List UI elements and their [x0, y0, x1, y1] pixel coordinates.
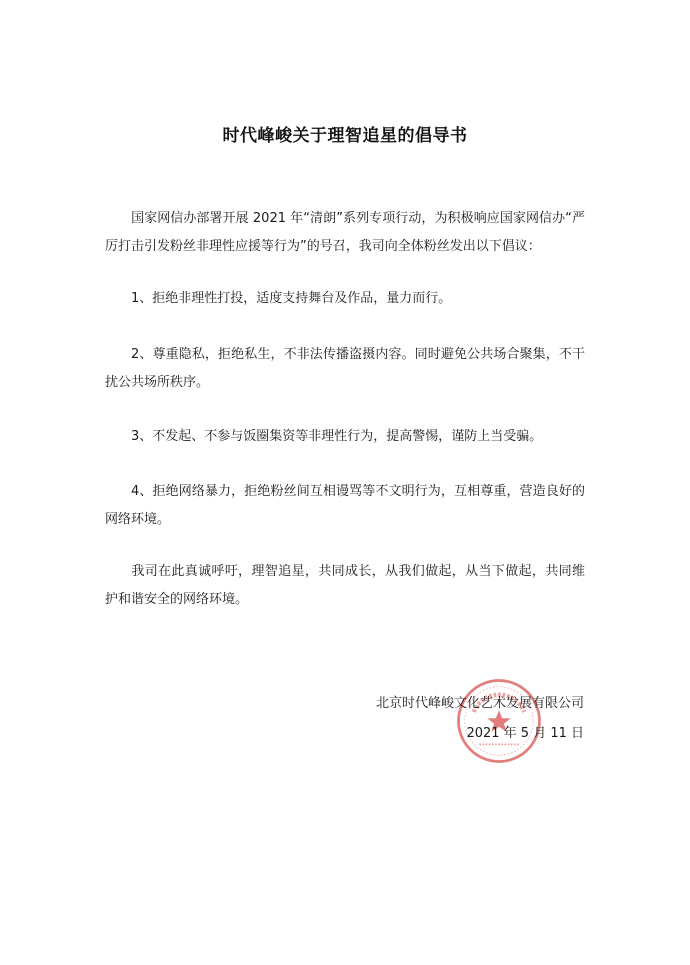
proposal-item-1-text: 1、拒绝非理性打投，适度支持舞台及作品，量力而行。 [131, 291, 452, 306]
intro-paragraph [105, 205, 585, 261]
proposal-item-4-text: 4、拒绝网络暴力，拒绝粉丝间互相谩骂等不文明行为，互相尊重，营造良好的网络环境。 [105, 484, 585, 527]
company-signature: 北京时代峰峻文化艺术发展有限公司 [375, 696, 584, 711]
proposal-item-2 [105, 341, 585, 397]
signature-date: 2021 年 5 月 11 日 [466, 726, 584, 741]
closing-text: 我司在此真诚呼吁，理智追星，共同成长，从我们做起，从当下做起，共同维护和谐安全的网络环境。 [105, 564, 585, 607]
proposal-item-2-text: 2、尊重隐私，拒绝私生，不非法传播盗摄内容。同时避免公共场合聚集，不干扰公共场所秩序。 [105, 347, 585, 390]
proposal-item-4 [105, 478, 585, 534]
proposal-item-3-text: 3、不发起、不参与饭圈集资等非理性行为，提高警惕，谨防上当受骗。 [131, 429, 543, 444]
closing-paragraph [105, 558, 585, 614]
proposal-item-3 [105, 423, 585, 451]
intro-text: 国家网信办部署开展 2021 年“清朗”系列专项行动，为积极响应国家网信办“严厉打击引发粉丝非理性应援等行为”的号召，我司向全体粉丝发出以下倡议： [105, 211, 585, 254]
proposal-item-1 [105, 285, 585, 313]
document-title: 时代峰峻关于理智追星的倡导书 [222, 126, 468, 146]
